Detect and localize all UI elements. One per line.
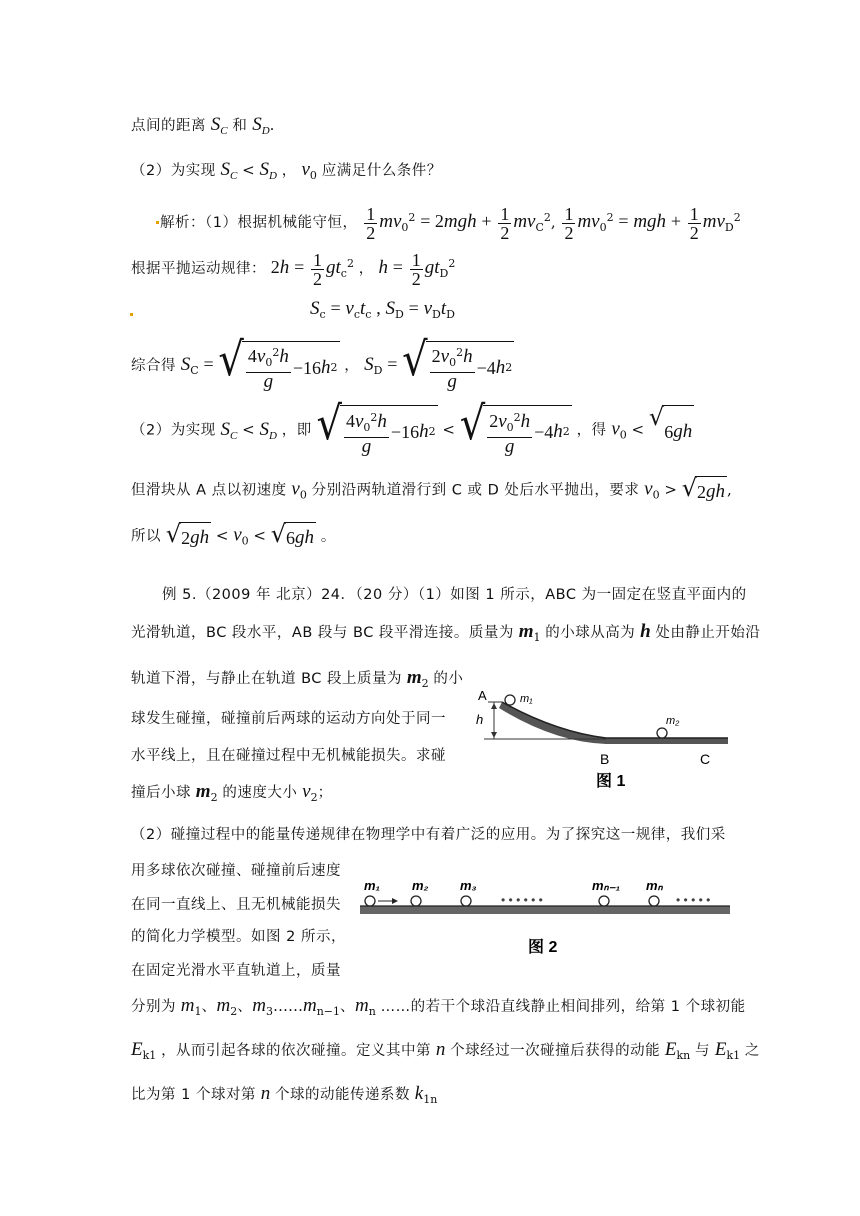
text-segment: （2）为实现: [131, 422, 216, 439]
text-segment: 球发生碰撞，碰撞前后两球的运动方向处于同一: [131, 711, 446, 727]
text-segment: 例 5.（2009 年 北京）24．（20 分）（1）如图 1 所示，ABC 为一固定在竖直平面内的: [162, 587, 747, 603]
figure-1-label-b: B: [600, 751, 610, 767]
figure-2-caption: 图 2: [528, 939, 558, 956]
figure-1-label-c: C: [700, 751, 711, 767]
text-line: 所以 √ 2 gh < $v_0$ < √ 6 gh 。: [131, 522, 336, 555]
marker-dot: [156, 221, 159, 224]
svg-text:• • • • •: • • • • •: [676, 893, 711, 907]
text-segment: 分别为: [131, 999, 176, 1015]
figure-2-label-m3: m₃: [460, 878, 477, 893]
text-segment: 水平线上，且在碰撞过程中无机械能损失。求碰: [131, 748, 446, 764]
text-segment: 点间的距离: [131, 118, 206, 134]
figure-1-label-m1: m₁: [520, 693, 533, 705]
text-segment: 综合得: [131, 358, 176, 374]
text-line: 比为第 1 个球对第 n 个球的动能传递系数 $k_{1n}$: [131, 1083, 438, 1106]
marker-dot: [130, 313, 133, 316]
text-line: [131, 708, 446, 729]
text-segment: 所以: [131, 528, 161, 545]
text-segment: （2）碰撞过程中的能量传递规律在物理学中有着广泛的应用。为了探究这一规律，我们采: [131, 827, 726, 843]
figure-1-label-m2: m₂: [666, 715, 680, 727]
text-segment: ……的若干个球沿直线静止相间排列，给第 1 个球初能: [380, 999, 746, 1015]
text-segment: 与: [695, 1043, 711, 1059]
text-segment: ，得: [576, 422, 607, 439]
text-line: 根据平抛运动规律： 2h = $\frac{1}{2}$ $gt_c^2$ ， h = $\frac{1}{2}$ $gt_D^2$: [131, 249, 456, 289]
text-line: 轨道下滑，与静止在轨道 BC 段上质量为 $m_2$ 的小: [131, 667, 464, 690]
figure-1-caption: 图 1: [596, 773, 626, 790]
text-segment: 分别沿两轨道滑行到 C 或 D 处后水平抛出，要求: [311, 482, 640, 499]
text-line: 但滑块从 A 点以初速度 $v_0$ 分别沿两轨道滑行到 C 或 D 处后水平抛出，要求 $v_0$ > √ 2 gh ,: [131, 476, 732, 509]
text-segment: ，: [281, 163, 297, 179]
text-line: [131, 894, 341, 915]
text-segment: （2）为实现: [131, 163, 216, 179]
text-segment: 在同一直线上、且无机械能损失: [131, 897, 341, 913]
text-line: [131, 860, 341, 881]
text-line: [162, 584, 747, 605]
svg-text:• • • • • •: • • • • • •: [501, 893, 543, 907]
text-line: 解析：（1）根据机械能守恒， $\frac{1}{2}$ $mv_0^2 = 2mgh$ + $\frac{1}{2}$ $mv_C^2$, $\frac{1}{2}$ $mv_0^2$ = mgh + $\frac{1}{2}$ $mv_D^2$: [160, 203, 741, 243]
text-segment: 个球经过一次碰撞后获得的动能: [450, 1043, 661, 1059]
text-segment: 在固定光滑水平直轨道上，质量: [131, 963, 341, 979]
figure-1-label-a: A: [478, 688, 487, 703]
text-line: 点间的距离 $S_C$ 和 $S_D$.: [131, 114, 275, 137]
text-line: （2）为实现 $S_C < S_D$ ，即 √ $\frac{4v_0^2h}{g}$ −16 h 2 < √ $\frac{2v_0^2h}{g}$ −4 h 2 ，得 $v_0$ < √ 6 gh: [131, 397, 693, 457]
text-segment: 和: [232, 118, 248, 134]
text-segment: 比为第 1 个球对第: [131, 1087, 256, 1103]
text-line: [131, 926, 346, 947]
text-line: 分别为 $m_1$、$m_2$、$m_3\dots\dots m_{n-1}$、$m_n$ ……的若干个球沿直线静止相间排列，给第 1 个球初能: [131, 995, 746, 1018]
text-line: [131, 824, 726, 845]
text-line: 撞后小球 $m_2$ 的速度大小 $v_2$；: [131, 781, 333, 804]
text-segment: 但滑块从 A 点以初速度: [131, 482, 287, 499]
figure-2-label-m2: m₂: [412, 878, 429, 893]
text-line: 综合得 $S_C$ = √ $\frac{4v_0^2h}{g}$ −16 h 2 ， $S_D$ = √ $\frac{2v_0^2h}{g}$ −4 h 2: [131, 333, 513, 392]
figure-2-multi-ball-diagram: [356, 870, 732, 962]
text-segment: 的简化力学模型。如图 2 所示，: [131, 929, 346, 945]
text-segment: 轨道下滑，与静止在轨道 BC 段上质量为: [131, 671, 403, 687]
text-line: $E_{k1}$ ，从而引起各球的依次碰撞。定义其中第 n 个球经过一次碰撞后获得的动能 $E_{kn}$ 与 $E_{k1}$ 之: [131, 1039, 760, 1062]
figure-1-track-diagram: [466, 682, 736, 794]
text-segment: ，从而引起各球的依次碰撞。定义其中第: [161, 1043, 432, 1059]
text-segment: 光滑轨道，BC 段水平，AB 段与 BC 段平滑连接。质量为: [131, 625, 514, 641]
text-segment: 撞后小球: [131, 785, 191, 801]
text-segment: 的速度大小: [222, 785, 298, 801]
text-segment: 处由静止开始沿: [655, 625, 761, 641]
text-segment: 用多球依次碰撞、碰撞前后速度: [131, 863, 341, 879]
text-segment: 个球的动能传递系数: [275, 1087, 411, 1103]
text-line: [131, 745, 446, 766]
text-segment: 应满足什么条件？: [321, 163, 442, 179]
text-segment: 的小球从高为: [545, 625, 636, 641]
text-line: $S_c = v_ct_c$ , $S_D = v_Dt_D$: [310, 298, 455, 321]
figure-2-label-mn: mₙ: [646, 878, 663, 893]
figure-2-label-mn1: mₙ₋₁: [592, 878, 621, 893]
text-segment: 的小: [433, 671, 464, 687]
text-line: 光滑轨道，BC 段水平，AB 段与 BC 段平滑连接。质量为 $m_1$ 的小球从高为 h 处由静止开始沿: [131, 621, 761, 644]
figure-1-label-h: h: [476, 712, 484, 727]
text-segment: 之: [744, 1043, 760, 1059]
text-segment: ，即: [281, 422, 312, 439]
figure-2-label-m1: m₁: [364, 878, 381, 893]
text-segment: 解析：（1）根据机械能守恒，: [160, 215, 358, 231]
text-line: [131, 960, 341, 981]
text-line: （2）为实现 $S_C < S_D$ ， $v_0$ 应满足什么条件？: [131, 159, 442, 182]
text-segment: 根据平抛运动规律：: [131, 261, 266, 277]
